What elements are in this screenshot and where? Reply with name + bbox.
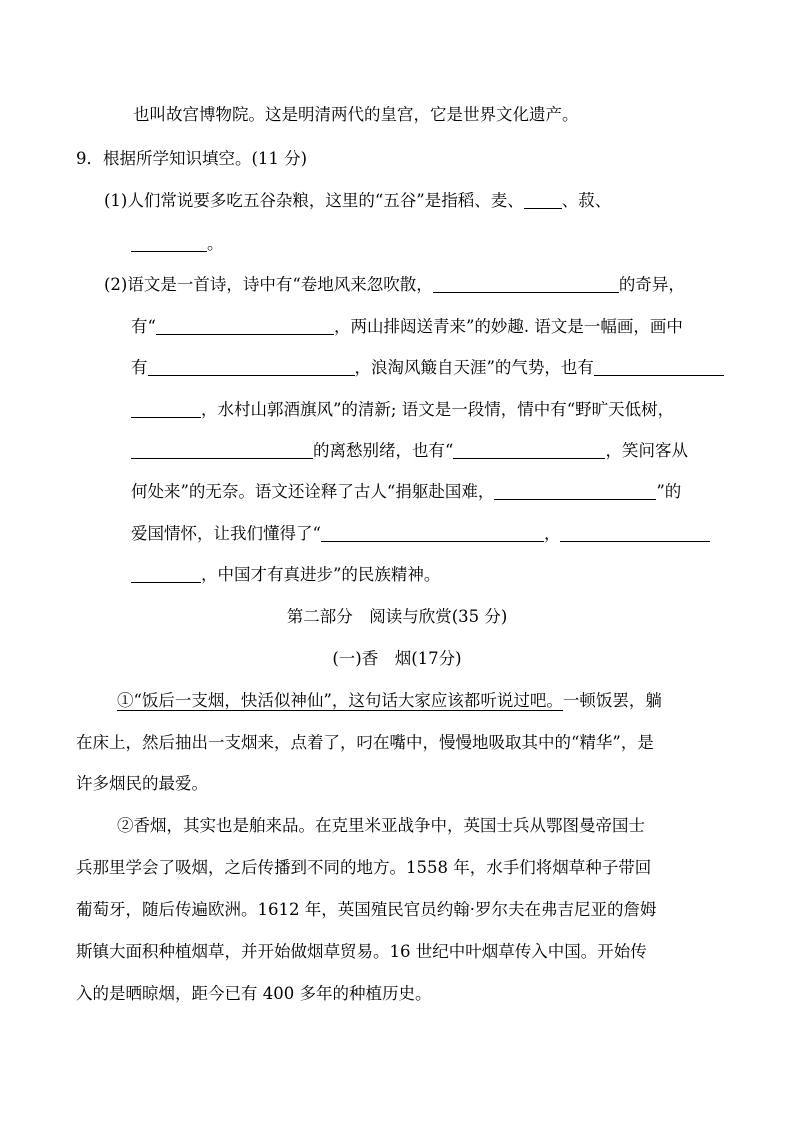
question-9-1-cont: 。 [131,233,224,255]
question-9-2-line6: 何处来”的无奈。语文还诠释了古人“捐躯赴国难， ”的 [131,482,682,501]
answer-blank[interactable] [524,192,562,209]
answer-blank[interactable] [560,525,710,542]
answer-blank[interactable] [131,566,201,583]
paragraph-2-line4: 斯镇大面积种植烟草，并开始做烟草贸易。16 世纪中叶烟草传入中国。开始传 [76,942,647,961]
part-two-heading: 第二部分 阅读与欣赏(35 分) [286,607,508,626]
answer-blank[interactable] [156,318,334,335]
question-9-2-line7: 爱国情怀，让我们懂得了“ ， [131,523,710,545]
question-9-2-line8: ，中国才有真进步”的民族精神。 [131,564,440,586]
question-9-1: (1)人们常说要多吃五谷杂粮，这里的“五谷”是指稻、麦、 、菽、 [104,191,612,210]
answer-blank[interactable] [321,525,544,542]
question-9-2-line3: 有 ，浪淘风簸自天涯”的气势，也有 [131,357,724,379]
answer-blank[interactable] [453,442,605,459]
answer-blank[interactable] [131,401,201,418]
text-line: 也叫故宫博物院。这是明清两代的皇宫，它是世界文化遗产。 [133,105,579,124]
paragraph-2-line5: 入的是晒晾烟，距今已有 400 多年的种植历史。 [76,984,432,1003]
answer-blank[interactable] [131,235,207,252]
answer-blank[interactable] [433,276,619,293]
paragraph-2-line3: 葡萄牙，随后传遍欧洲。1612 年，英国殖民官员约翰·罗尔夫在弗吉尼亚的詹姆 [76,900,657,919]
paragraph-1-line3: 许多烟民的最爱。 [76,774,208,793]
paragraph-1: ①“饭后一支烟，快活似神仙”，这句话大家应该都听说过吧。一顿饭罢，躺 [117,691,662,710]
answer-blank[interactable] [494,483,656,500]
question-9-2: (2)语文是一首诗，诗中有“卷地风来忽吹散， 的奇异， [104,275,685,294]
question-9-title: 9．根据所学知识填空。(11 分) [76,149,308,168]
section-one-heading: (一)香 烟(17分) [332,649,462,668]
question-9-2-line2: 有“ ，两山排闼送青来”的妙趣. 语文是一幅画，画中 [131,317,683,336]
question-9-2-line5: 的离愁别绪，也有“ ，笑问客从 [131,440,688,462]
paragraph-2-line2: 兵那里学会了吸烟，之后传播到不同的地方。1558 年，水手们将烟草种子带回 [76,858,652,877]
answer-blank[interactable] [131,442,313,459]
paragraph-1-line2: 在床上，然后抽出一支烟来，点着了，叼在嘴中，慢慢地吸取其中的“精华”，是 [76,733,654,752]
paragraph-2: ②香烟，其实也是舶来品。在克里米亚战争中，英国士兵从鄂图曼帝国士 [117,816,645,835]
question-9-2-line4: ，水村山郭酒旗风”的清新; 语文是一段情，情中有“野旷天低树， [131,399,674,421]
answer-blank[interactable] [594,359,724,376]
answer-blank[interactable] [148,359,355,376]
